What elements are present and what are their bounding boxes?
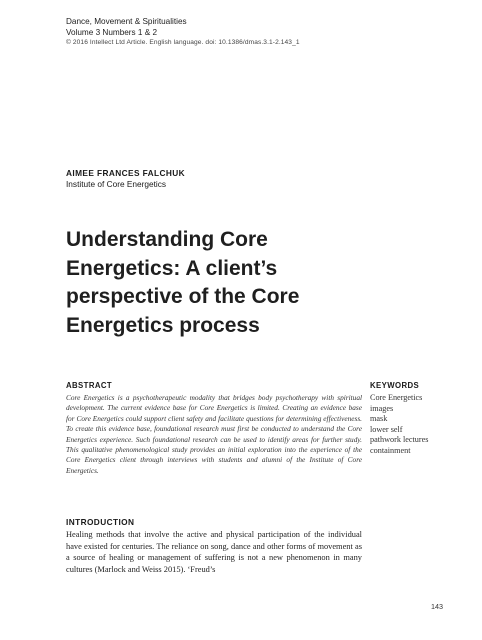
keyword-item: pathwork lectures	[370, 435, 429, 445]
author-affiliation: Institute of Core Energetics	[66, 179, 167, 189]
keyword-item: Core Energetics	[370, 393, 423, 402]
keywords-list	[370, 393, 428, 457]
keyword-item: lower self	[370, 424, 403, 434]
keywords-heading: KEYWORDS	[370, 381, 420, 390]
journal-header	[66, 17, 300, 49]
article-title: Understanding Core Energetics: A client’s perspective of the Core Energetics process	[66, 228, 300, 337]
keyword-item: images	[370, 403, 394, 413]
abstract-heading: ABSTRACT	[66, 381, 113, 390]
page-number: 143	[431, 602, 443, 611]
journal-volume: Volume 3 Numbers 1 & 2	[66, 27, 158, 37]
author-name: AIMEE FRANCES FALCHUK	[66, 168, 186, 178]
keyword-item: containment	[370, 445, 411, 455]
author-block	[66, 168, 185, 190]
abstract-text: Core Energetics is a psychotherapeutic modality that bridges body psychotherapy with spiritual development. The current evidence base for Core Energetics is limited. Creating an evidence base for Core Energetics could support client safety and facilitate questions for determining effectiveness. To create this evidence base, foundational research must first be conducted to understand the Core Energetics experience. Such foundational research can be used to identify areas for further study. This qualitative phenomenological study provides an initial exploration into the experience of the Core Energetics client through interviews with students and alumni of the Institute of Core Energetics.	[66, 393, 362, 475]
introduction-text: Healing methods that involve the active and physical participation of the individual have existed for centuries. The reliance on song, dance and other forms of movement as a source of healing or management of suffering is not a new phenomenon in many cultures (Marlock and Weiss 2015). ‘Freud’s	[66, 530, 362, 574]
journal-name: Dance, Movement & Spiritualities	[66, 17, 187, 26]
journal-copyright: © 2016 Intellect Ltd Article. English language. doi: 10.1386/dmas.3.1-2.143_1	[66, 39, 300, 46]
keyword-item: mask	[370, 414, 388, 424]
introduction-heading: INTRODUCTION	[66, 517, 135, 527]
